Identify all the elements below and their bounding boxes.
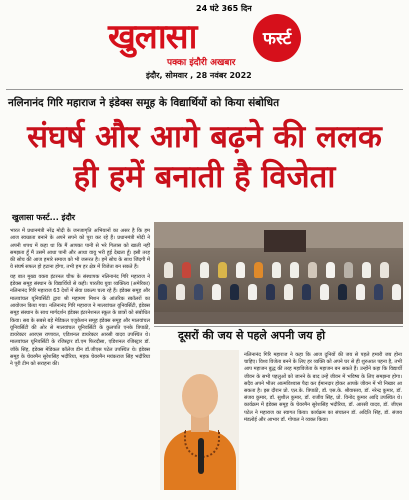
portrait-face bbox=[182, 374, 218, 418]
photo-person bbox=[380, 262, 389, 278]
photo-person bbox=[356, 284, 365, 300]
photo-person bbox=[212, 284, 221, 300]
photo-person bbox=[254, 262, 263, 278]
photo-person bbox=[374, 284, 383, 300]
logo-badge-text: फर्स्ट bbox=[262, 29, 292, 49]
masthead-divider bbox=[6, 89, 403, 90]
photo-person bbox=[284, 284, 293, 300]
photo-person bbox=[200, 262, 209, 278]
photo-person bbox=[320, 284, 329, 300]
photo-person bbox=[272, 262, 281, 278]
headline-line-1: संघर्ष और आगे बढ़ने की ललक bbox=[27, 119, 382, 155]
photo-person bbox=[362, 262, 371, 278]
photo-person bbox=[158, 284, 167, 300]
photo-person bbox=[302, 284, 311, 300]
photo-person bbox=[266, 284, 275, 300]
photo-audience-row bbox=[154, 284, 403, 302]
photo-person bbox=[218, 262, 227, 278]
photo-person bbox=[308, 262, 317, 278]
photo-person bbox=[164, 262, 173, 278]
photo-person bbox=[392, 284, 401, 300]
speaker-portrait bbox=[160, 350, 239, 490]
section-heading: दूसरों की जय से पहले अपनी जय हो bbox=[178, 329, 326, 342]
masthead-tagline-sub: पक्का इंदौरी अखबार bbox=[167, 58, 236, 68]
photo-stage-screen bbox=[264, 230, 306, 252]
photo-person bbox=[176, 284, 185, 300]
photo-audience-row bbox=[154, 262, 403, 280]
photo-person bbox=[326, 262, 335, 278]
photo-person bbox=[236, 262, 245, 278]
photo-person bbox=[338, 284, 347, 300]
photo-person bbox=[344, 262, 353, 278]
masthead bbox=[0, 0, 409, 92]
byline: खुलासा फर्स्ट... इंदौर bbox=[12, 213, 76, 222]
masthead-tagline-top: 24 घंटे 365 दिन bbox=[196, 4, 252, 13]
dateline: इंदौर, सोमवार , 28 नवंबर 2022 bbox=[146, 71, 252, 80]
microphone-icon bbox=[198, 438, 204, 474]
photo-floor bbox=[154, 312, 403, 324]
logo-badge bbox=[253, 14, 301, 62]
article-subhead: नलिनानंद गिरि महाराज ने इंडेक्स समूह के विद्यार्थियों को किया संबोधित bbox=[8, 97, 280, 109]
article-paragraph: भारत में प्रधानमंत्री नरेंद्र मोदी के जनजागृति अभियानों का असर है कि हम आज स्वच्छता बनाने के अपने सपने को पूरा कर रहे हैं। प्रधानमंत्री मोदी ने अपनी शपथ में कहा था कि मैं आपका पानी से भरे गिलास को खाली नहीं समझता हूँ मैं उसमें आधा पानी और आधा वायु भरी हुई देखता हूँ। इसी तरह की सोच की आज हमारे समाज को भी जरूरत है। हमें सोच के साथ जिंदगी में ये संघर्ष सफल हो हटाना होगा, तभी हम हर क्षेत्र में विजेता बन सकते हैं। bbox=[10, 228, 150, 271]
article-paragraph: यह बात मुख्य वक्ता इंटरनल चीफ के संस्थापक नलिनानंद गिरि महाराज ने इंडेक्स समूह संस्थान के विद्यार्थियों से कही। पारतीय युवा व्यक्तित्व (अमेरिका) नलिनानंद गिरि महाराज 63 देशों में सेवा प्रकल्प चला रहे हैं। इंडेक्स समूह और मालवांचल यूनिवर्सिटी द्वारा श्री महामण मिशन के आंतरिक स्कॉलरों का आयोजन किया गया। नलिनानंद गिरि महाराज ने मालवांचल यूनिवर्सिटी, इंडेक्स समूह संस्थान के साथ मार्गदर्शन इंडेक्स इंटरनेशनल स्कूल के छात्रों को संबोधित किया। सब के सबसे बड़े मेडिकल एजुकेशन समूह इंडेक्स समूह और मालवांचल यूनिवर्सिटी की ओर से मालवांचल यूनिवर्सिटी के कुलपति एनके त्रिपाठी, डायरेक्टर आरएस राणावत, एडिशनल डायरेक्टर आरसी यादव उपस्थित थे। मालवांचल यूनिवर्सिटी के रजिस्ट्रार डॉ.एम फिरदौसा, एडिशनल रजिस्ट्रार डॉ. जॉके सिंह, इंडेक्स मेडिकल कॉलेज डीन डॉ.जीएस पटेल उपस्थित थे। इंडेक्स समूह के चेयरमैन सुरेशसिंह भदौरिया, महक चेयरमैन मयंकराज सिंह भदौरिया ने पूरी टीम को सराहना की। bbox=[10, 273, 150, 368]
section-divider bbox=[154, 326, 403, 327]
photo-person bbox=[290, 262, 299, 278]
article-column-right: नलिनानंद गिरि महाराज ने कहा कि आज दुनियों की जय से पहले हमारी जय होना चाहिए। विश्व विजेता बनने के लिए हर व्यक्ति को अपने घर से ही शुरुआत पहना है, तभी आप महाजन बुद्ध की तरह महाविजेता के महाजन बन सकते हैं। उन्होंने कहा कि विद्यार्थी जीवन के सभी पहलुओं को जानने के बाद उन्हें जीवन में भविष्य के लिए समझना होगा। सदैव अपने भीतर आत्मविश्वास पैदा कर ईमानदार होकर आपके जीवन में भी निखार आ सकता है। इस दौरान प्रो. एल.के. त्रिपाठी, डॉ. एस.के. श्रीवास्तव, डॉ. नरेन्द्र कुमार, डॉ. संजय कुमार, डॉ. सुशील कुमार, डॉ. राजीव सिंह, प्रो. विनोद कुमार आदि उपस्थित थे। कार्यक्रम में इंडेक्स समूह के चेयरमैन सुरेशसिंह भदौरिया, डॉ. आरसी यादव, डॉ. जीएस पटेल ने महाराज का स्वागत किया। कार्यक्रम का संचालन डॉ. अदिति सिंह, डॉ. संजय मंडलोई और आभार डॉ. गोपाल ने व्यक्त किया। bbox=[244, 352, 402, 423]
photo-person bbox=[194, 284, 203, 300]
photo-person bbox=[182, 262, 191, 278]
event-photo bbox=[154, 222, 403, 324]
article-headline bbox=[8, 117, 401, 197]
photo-person bbox=[230, 284, 239, 300]
article-column-left bbox=[10, 228, 150, 371]
headline-line-2: ही हमें बनाती है विजेता bbox=[73, 159, 336, 195]
newspaper-logo: खुलासा bbox=[108, 17, 197, 57]
photo-person bbox=[248, 284, 257, 300]
